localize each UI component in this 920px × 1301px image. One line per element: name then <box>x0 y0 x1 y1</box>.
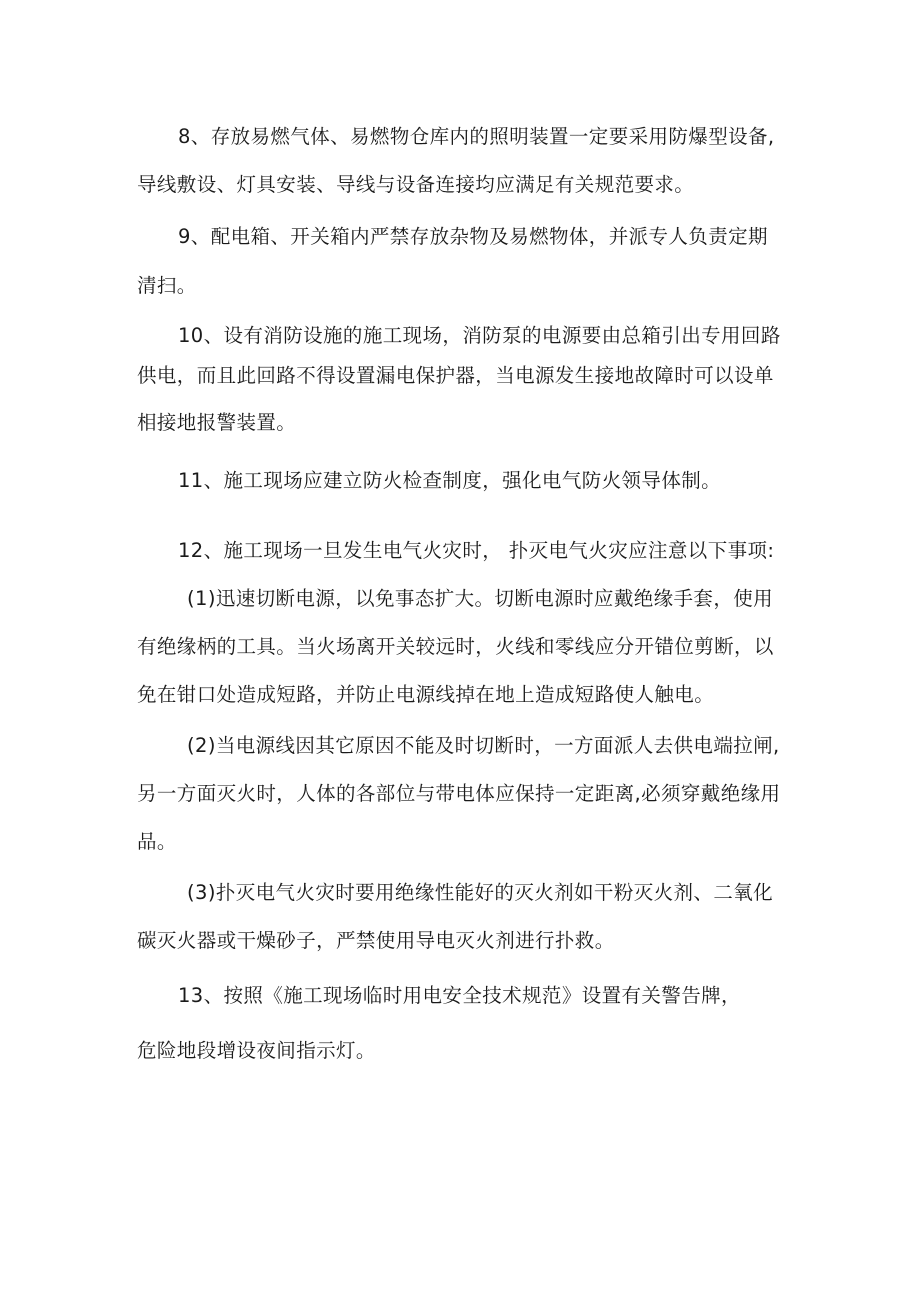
text-line: 有绝缘柄的工具。当火场离开关较远时，火线和零线应分开错位剪断，以 <box>137 635 774 658</box>
text-line: 清扫。 <box>137 274 197 297</box>
text-line: 9、配电箱、开关箱内严禁存放杂物及易燃物体，并派专人负责定期 <box>178 225 768 248</box>
text-line: 导线敷设、灯具安装、导线与设备连接均应满足有关规范要求。 <box>137 173 695 196</box>
text-line: 供电，而且此回路不得设置漏电保护器，当电源发生接地故障时可以设单 <box>137 364 774 387</box>
text-line: (3)扑灭电气火灾时要用绝缘性能好的灭火剂如干粉灭火剂、二氧化 <box>187 881 774 904</box>
text-line: 碳灭火器或干燥砂子，严禁使用导电灭火剂进行扑救。 <box>137 929 615 952</box>
text-line: 10、设有消防设施的施工现场，消防泵的电源要由总箱引出专用回路 <box>178 324 781 347</box>
text-line: 11、施工现场应建立防火检查制度，强化电气防火领导体制。 <box>178 469 722 492</box>
text-line: 另一方面灭火时，人体的各部位与带电体应保持一定距离,必须穿戴绝缘用 <box>137 782 781 805</box>
text-line: (1)迅速切断电源，以免事态扩大。切断电源时应戴绝缘手套，使用 <box>187 587 774 610</box>
text-line: 品。 <box>137 830 177 853</box>
text-line: 免在钳口处造成短路，并防止电源线掉在地上造成短路使人触电。 <box>137 683 715 706</box>
text-line: 8、存放易燃气体、易燃物仓库内的照明装置一定要采用防爆型设备, <box>178 125 775 148</box>
text-line: 危险地段增设夜间指示灯。 <box>137 1039 376 1062</box>
text-line: 12、施工现场一旦发生电气火灾时， 扑灭电气火灾应注意以下事项: <box>178 539 775 562</box>
text-line: 13、按照《施工现场临时用电安全技术规范》设置有关警告牌， <box>178 984 741 1007</box>
text-line: 相接地报警装置。 <box>137 411 297 434</box>
text-line: (2)当电源线因其它原因不能及时切断时，一方面派人去供电端拉闸, <box>187 734 780 757</box>
